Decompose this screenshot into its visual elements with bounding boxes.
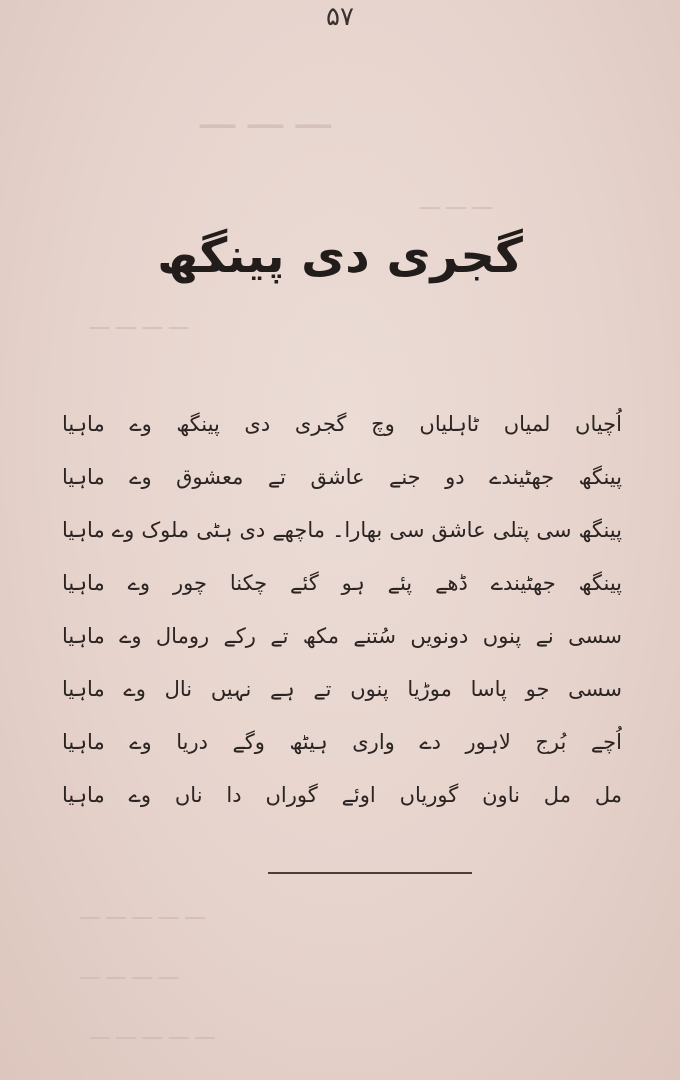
poem-verses [62,398,622,822]
end-divider [268,872,472,874]
bleed-through-text: ـــ ـــ ـــ ـــ [90,310,189,335]
bleed-through-text: ـــ ـــ ـــ [200,92,331,138]
verse-line: اُچیاں لمیاں ٹاہلیاں وچ گجری دی پینگھ وے ماہیا [62,412,622,436]
bleed-through-text: ـــ ـــ ـــ [420,190,492,215]
verse-line: سسی جو پاسا موڑیا پنوں تے ہے نہیں نال وے ماہیا [62,677,622,701]
verse-line: پینگھ جھٹیندے دو جنے عاشق تے معشوق وے ماہیا [62,465,622,489]
verse-line: مل مل ناون گوریاں اوئے گوراں دا ناں وے ماہیا [62,783,622,807]
poem-title: گجری دی پینگھ [157,228,523,284]
verse-line: سسی نے پنوں دونویں سُتنے مکھ تے رکے رومال وے ماہیا [62,624,622,648]
verse-line: پینگھ جھٹیندے ڈھے پئے ہو گئے چکنا چور وے ماہیا [62,571,622,595]
verse-line: اُچے بُرج لاہور دے واری ہیٹھ وگے دریا وے ماہیا [62,730,622,754]
bleed-through-text: ـــ ـــ ـــ ـــ ـــ [80,900,205,925]
verse-line: پینگھ سی پتلی عاشق سی بھارا۔ ماچھے دی ہٹی ملوک وے ماہیا [62,518,622,542]
bleed-through-text: ـــ ـــ ـــ ـــ ـــ [90,1020,215,1045]
bleed-through-text: ـــ ـــ ـــ ـــ [80,960,179,985]
page-number: ۵۷ [326,2,354,32]
